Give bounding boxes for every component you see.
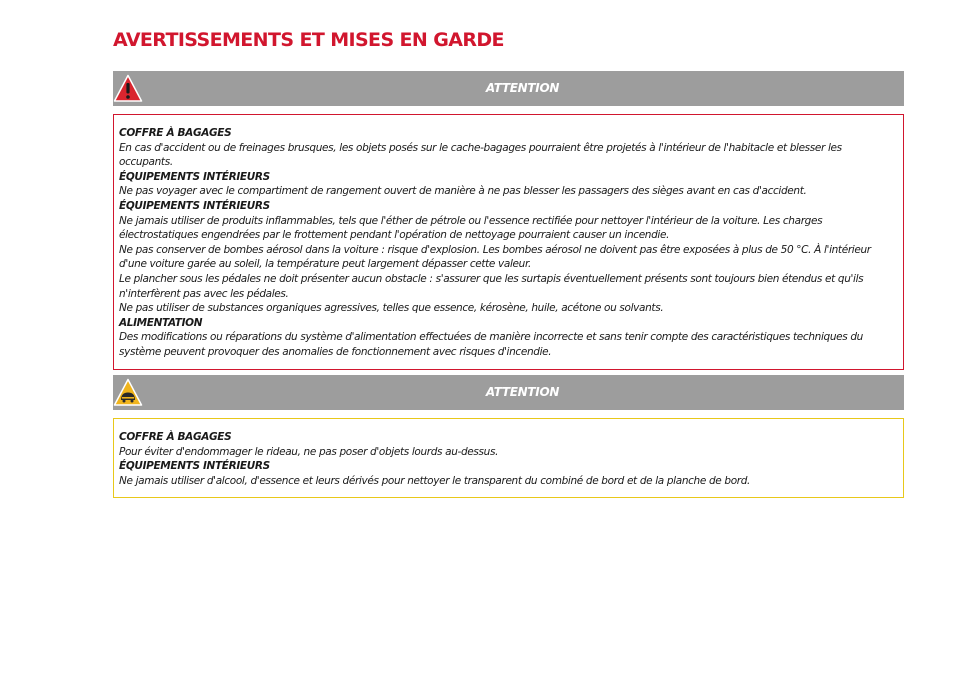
warning-text: En cas d'accident ou de freinages brusques, les objets posés sur le cache-bagages pourraient être projetés à l'intérieur de l'habitacle et blesser les occupants. (119, 141, 842, 169)
section-heading: ALIMENTATION (119, 316, 203, 329)
warning-text: Ne jamais utiliser de produits inflammables, tels que l'éther de pétrole ou l'essence rectifiée pour nettoyer l'intérieur de la voiture. Les charges électrostatiques engendrées par le frottement pendant l'opération de nettoyage pourraient causer un incendie. (119, 214, 823, 242)
caution-warning-block (113, 375, 904, 498)
warning-text: Le plancher sous les pédales ne doit présenter aucun obstacle : s'assurer que les surtapis éventuellement présents sont toujours bien étendus et qu'ils n'interfèrent pas avec les pédales. (119, 272, 864, 300)
warning-text: Ne pas voyager avec le compartiment de rangement ouvert de manière à ne pas blesser les passagers des sièges avant en cas d'accident. (119, 185, 807, 198)
warning-header-label: ATTENTION (485, 81, 560, 95)
danger-warning-block (113, 71, 904, 370)
warning-body (113, 418, 904, 498)
section-heading: COFFRE À BAGAGES (119, 127, 232, 139)
section-heading: ÉQUIPEMENTS INTÉRIEURS (119, 460, 270, 473)
section-heading: ÉQUIPEMENTS INTÉRIEURS (119, 170, 270, 183)
warning-text: Ne pas conserver de bombes aérosol dans la voiture : risque d'explosion. Les bombes aérosol ne doivent pas être exposées à plus de 50 °C. À l'intérieur d'une voiture garée au soleil, la température peut largement dépasser cette valeur. (119, 243, 871, 271)
warning-text: Des modifications ou réparations du système d'alimentation effectuées de manière incorrecte et sans tenir compte des caractéristiques techniques du système peuvent provoquer des anomalies de fonctionnement avec risques d'incendie. (119, 331, 863, 358)
warning-text: Ne jamais utiliser d'alcool, d'essence et leurs dérivés pour nettoyer le transparent du combiné de bord et de la planche de bord. (119, 474, 751, 487)
warning-body (113, 114, 904, 370)
page-title: AVERTISSEMENTS ET MISES EN GARDE (113, 29, 504, 51)
warning-header-label: ATTENTION (485, 385, 560, 399)
section-heading: ÉQUIPEMENTS INTÉRIEURS (119, 199, 270, 212)
section-heading: COFFRE À BAGAGES (119, 431, 232, 443)
warning-text: Ne pas utiliser de substances organiques agressives, telles que essence, kérosène, huile, acétone ou solvants. (119, 302, 664, 315)
warning-header-bar (113, 71, 904, 106)
warning-text: Pour éviter d'endommager le rideau, ne pas poser d'objets lourds au-dessus. (119, 445, 499, 458)
warning-header-bar (113, 375, 904, 410)
